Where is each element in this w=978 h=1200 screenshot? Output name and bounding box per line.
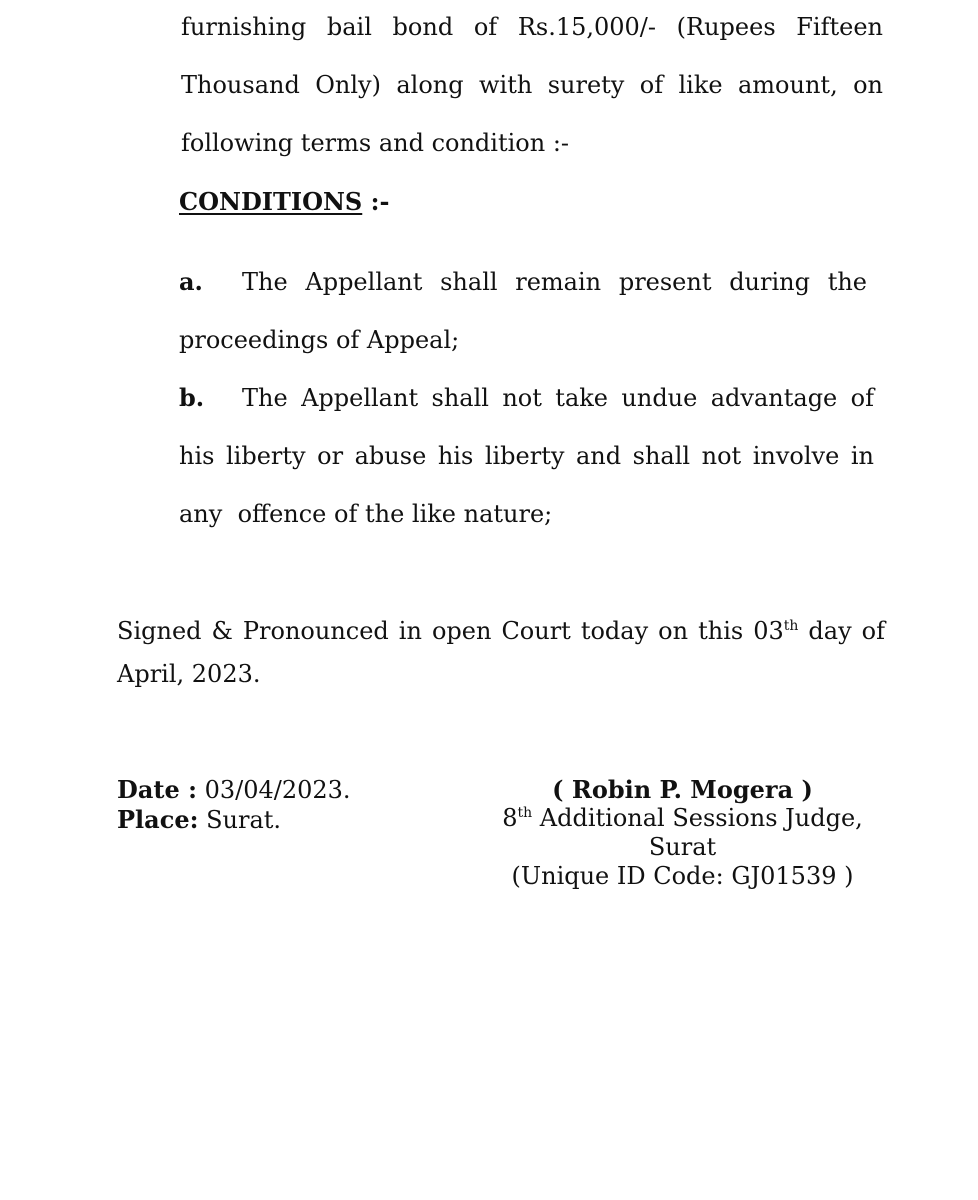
- condition-b-line-3: any offence of the like nature;: [179, 500, 553, 528]
- condition-a-line-2: proceedings of Appeal;: [179, 326, 460, 354]
- condition-a-first-row: [179, 253, 869, 311]
- condition-marker-b: b.: [179, 383, 205, 412]
- intro-line-2: Thousand Only) along with surety of like amount, on: [181, 71, 883, 99]
- judge-name: ( Robin P. Mogera ): [552, 775, 813, 804]
- place-row: [117, 805, 351, 835]
- signed-text-after: day of April, 2023.: [117, 617, 885, 688]
- intro-line-3: following terms and condition :-: [181, 129, 570, 157]
- conditions-heading-suffix: :-: [362, 187, 390, 216]
- intro-paragraph: [181, 0, 883, 172]
- signed-text-before: Signed & Pronounced in open Court today on this 03: [117, 617, 784, 645]
- date-value: 03/04/2023.: [196, 776, 351, 804]
- condition-b-line-2: his liberty or abuse his liberty and shall not involve in: [179, 442, 874, 470]
- date-place-block: [117, 775, 351, 835]
- place-label: Place:: [117, 805, 199, 834]
- conditions-heading-text: CONDITIONS: [179, 187, 363, 216]
- judge-signature-block: [490, 775, 875, 891]
- condition-item-b: [179, 369, 874, 543]
- condition-b-line-1: The Appellant shall not take undue advantage of: [242, 384, 874, 412]
- signed-pronounced-paragraph: [117, 610, 885, 696]
- judge-designation-ordinal: th: [517, 805, 533, 821]
- intro-line-1: furnishing bail bond of Rs.15,000/- (Rupees Fifteen: [181, 13, 883, 41]
- condition-a-line-1: The Appellant shall remain present during the: [242, 268, 867, 296]
- judge-designation-title: Additional Sessions Judge,: [532, 804, 863, 832]
- condition-marker-a: a.: [179, 267, 203, 296]
- judge-designation: [490, 804, 875, 833]
- condition-b-first-row: [179, 369, 874, 427]
- conditions-heading: [179, 182, 389, 222]
- signed-ordinal-suffix: th: [783, 618, 799, 634]
- condition-item-a: [179, 253, 869, 369]
- date-row: [117, 775, 351, 805]
- judge-designation-number: 8: [502, 804, 518, 832]
- place-value: Surat.: [198, 806, 282, 834]
- date-label: Date :: [117, 775, 197, 804]
- judge-unique-id: (Unique ID Code: GJ01539 ): [511, 862, 854, 890]
- judge-city: Surat: [648, 833, 717, 861]
